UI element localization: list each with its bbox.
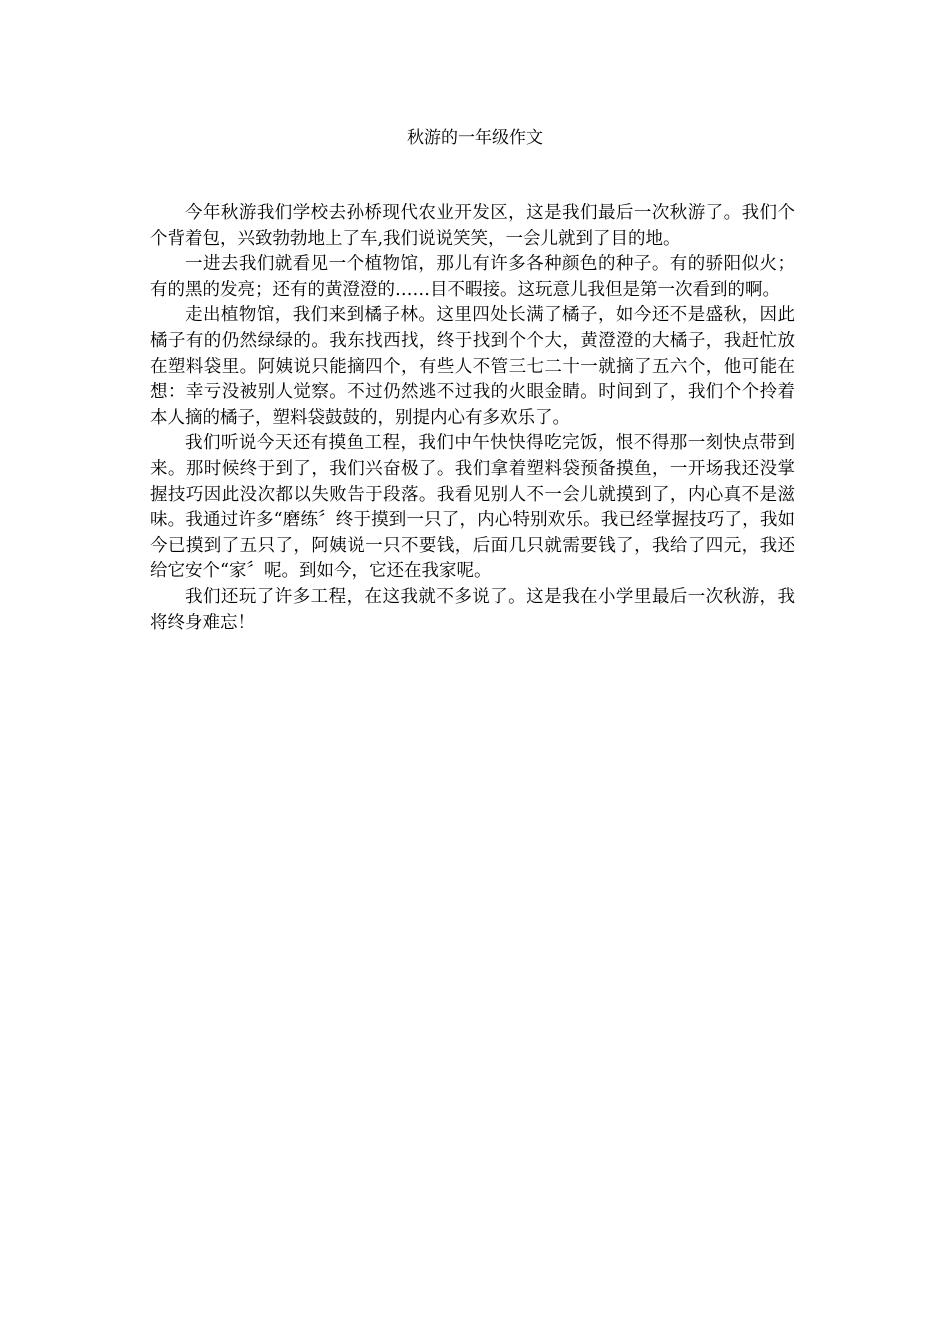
paragraph-5: 我们还玩了许多工程，在这我就不多说了。这是我在小学里最后一次秋游，我将终身难忘！ xyxy=(150,586,795,633)
document-body xyxy=(150,201,795,636)
document-title: 秋游的一年级作文 xyxy=(407,128,543,148)
paragraph-1: 今年秋游我们学校去孙桥现代农业开发区，这是我们最后一次秋游了。我们个个背着包，兴致勃勃地上了车,我们说说笑笑，一会儿就到了目的地。 xyxy=(150,203,795,249)
paragraph-3: 走出植物馆，我们来到橘子林。这里四处长满了橘子，如今还不是盛秋，因此橘子有的仍然绿绿的。我东找西找，终于找到个个大，黄澄澄的大橘子，我赶忙放在塑料袋里。阿姨说只能摘四个，有些人不管三七二十一就摘了五六个，他可能在想：幸亏没被别人觉察。不过仍然逃不过我的火眼金睛。时间到了，我们个个拎着本人摘的橘子，塑料袋鼓鼓的，别提内心有多欢乐了。 xyxy=(150,305,795,428)
paragraph-4: 我们听说今天还有摸鱼工程，我们中午快快得吃完饭，恨不得那一刻快点带到来。那时候终于到了，我们兴奋极了。我们拿着塑料袋预备摸鱼，一开场我还没掌握技巧因此没次都以失败告于段落。我看见别人不一会儿就摸到了，内心真不是滋味。我通过许多“磨练〞终于摸到一只了，内心特别欢乐。我已经掌握技巧了，我如今已摸到了五只了，阿姨说一只不要钱，后面几只就需要钱了，我给了四元，我还给它安个“家〞呢。到如今，它还在我家呢。 xyxy=(150,433,795,582)
paragraph-2: 一进去我们就看见一个植物馆，那儿有许多各种颜色的种子。有的骄阳似火；有的黑的发亮；还有的黄澄澄的……目不暇接。这玩意儿我但是第一次看到的啊。 xyxy=(150,254,795,300)
